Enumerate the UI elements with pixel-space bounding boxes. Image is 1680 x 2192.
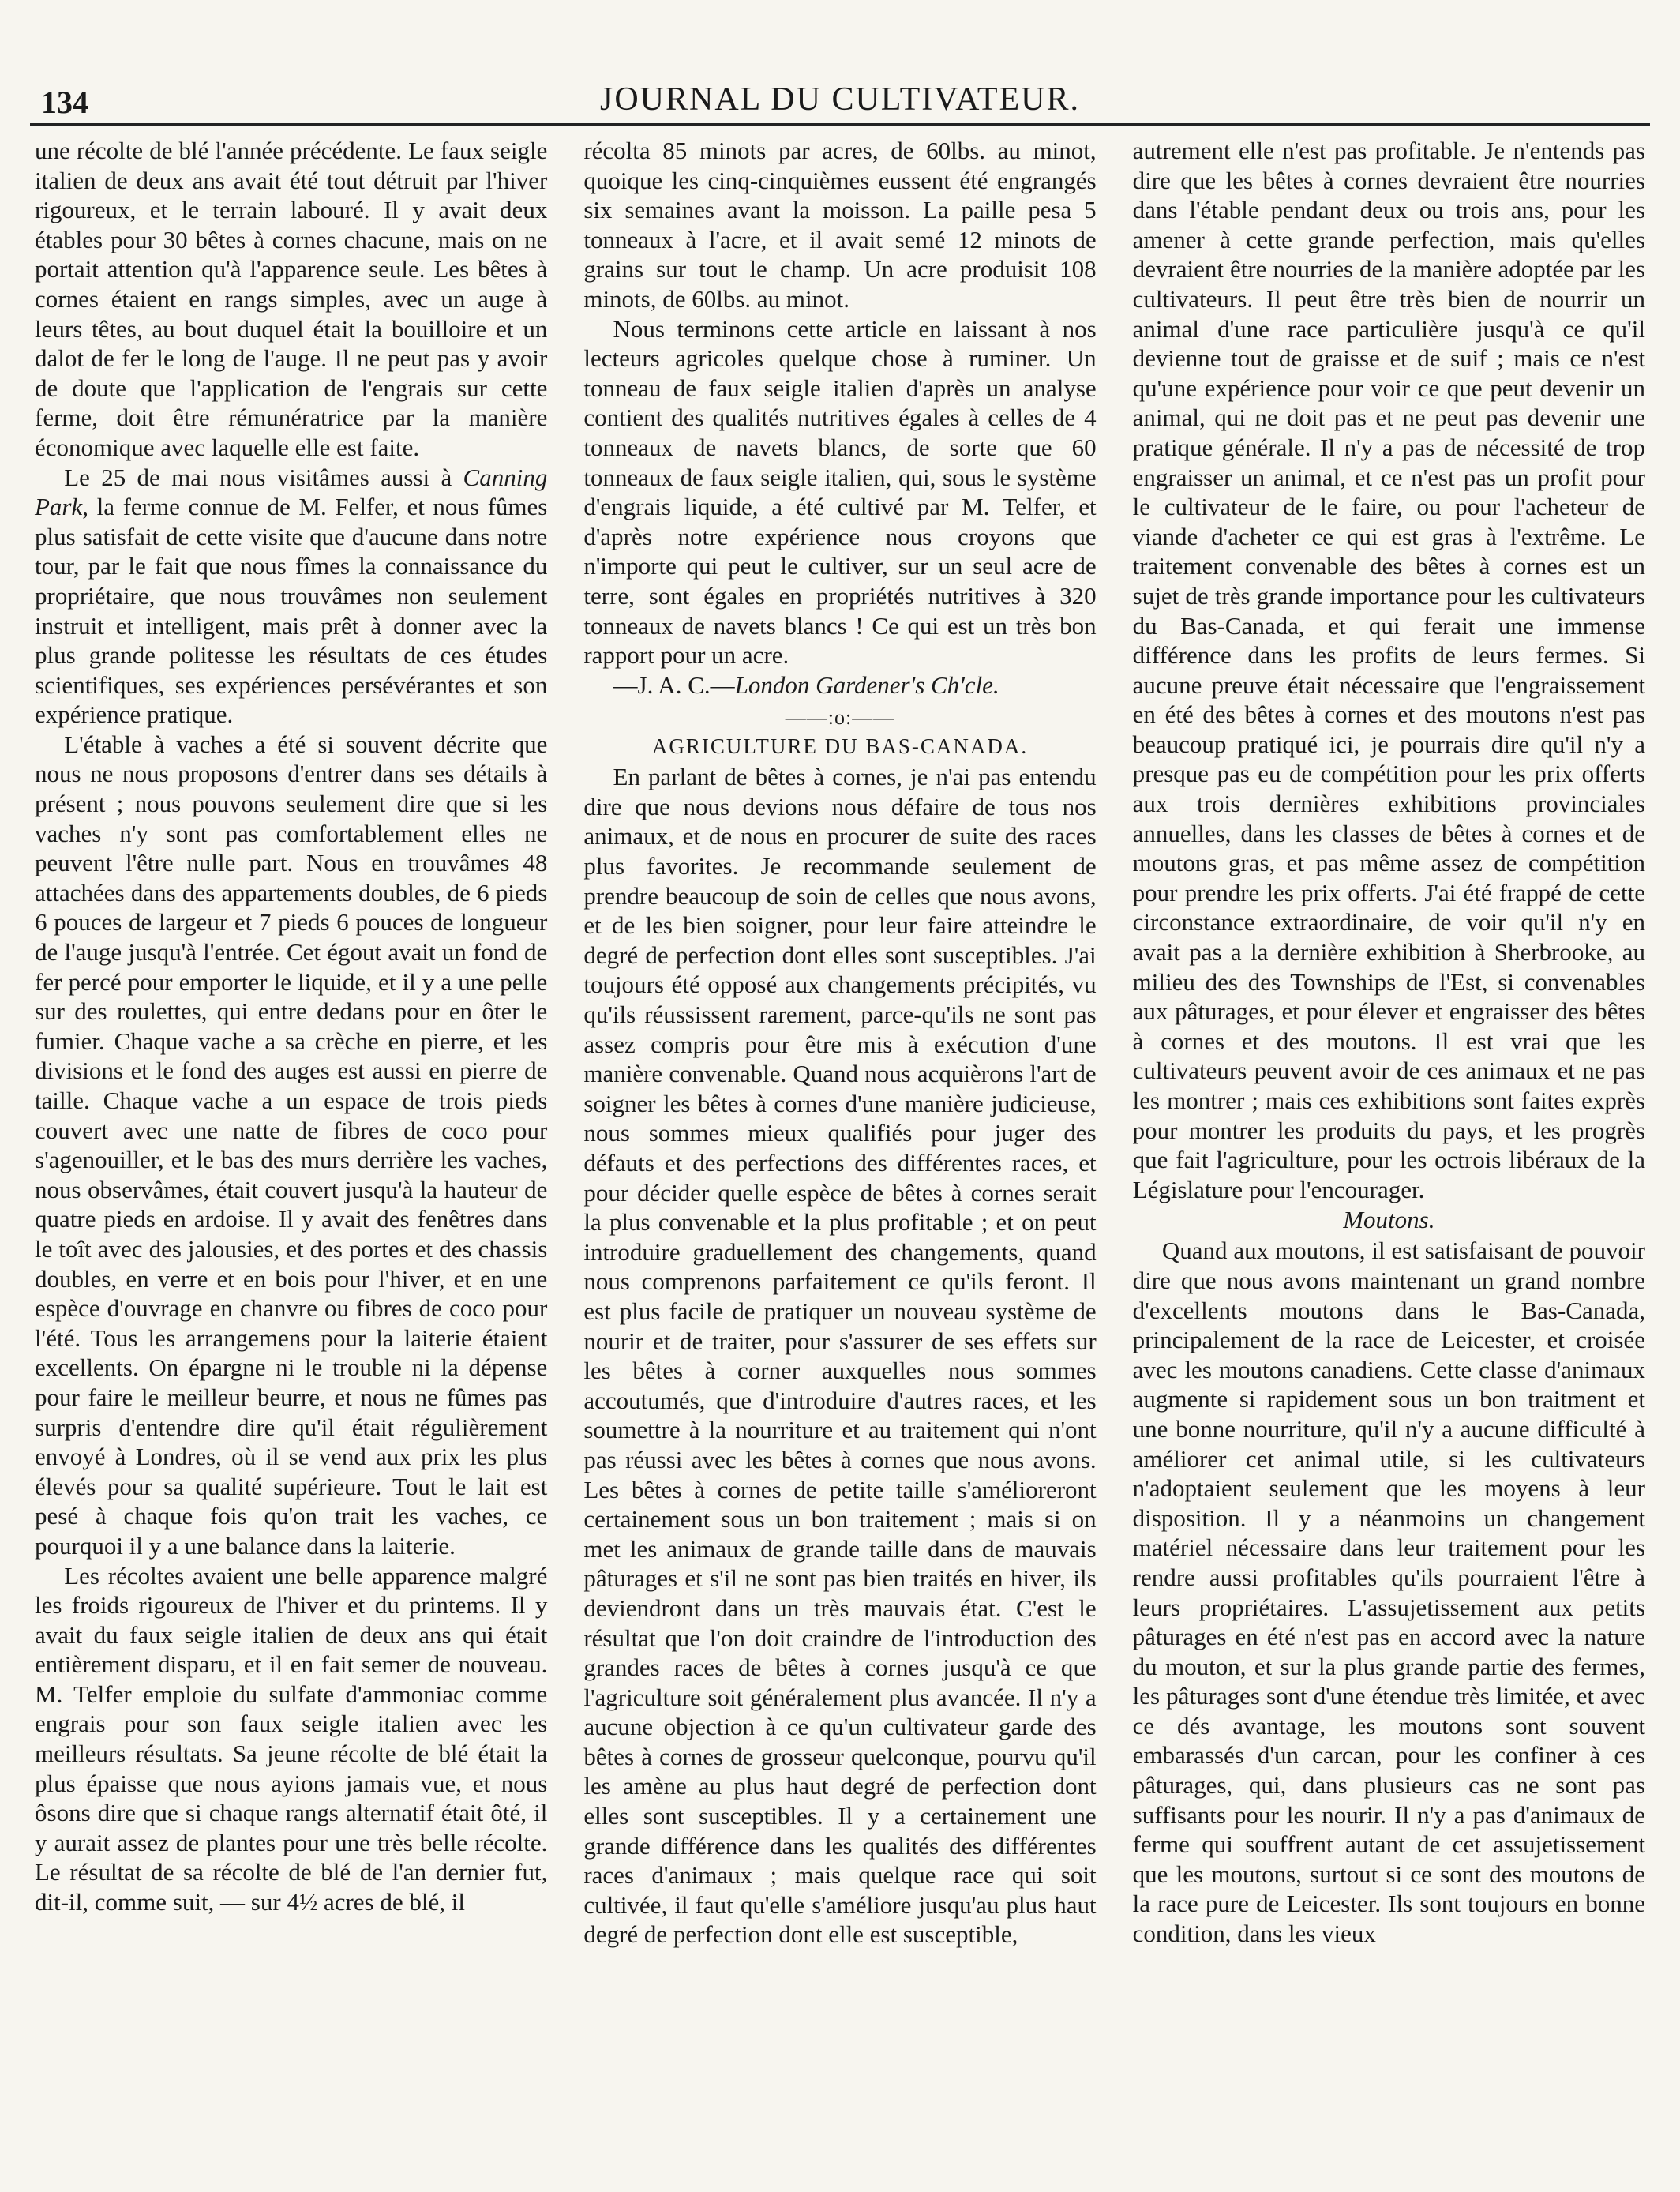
paragraph: une récolte de blé l'année précédente. Le faux seigle italien de deux ans avait été tout détruit par l'hiver rigoureux, et le terrain labouré. Il y avait deux étables pour 30 bêtes à cornes chacune, mais on ne portait attention qu'à l'apparence seule. Les bêtes à cornes étaient en rangs simples, avec un auge à leurs têtes, au bout duquel était la bouilloire et un dalot de fer le long de l'auge. Il ne peut pas y avoir de doute que l'application de l'engrais sur cette ferme, doit être rémunératrice par la manière économique avec laquelle elle est faite. xyxy=(35,137,548,461)
page-header xyxy=(30,73,1650,126)
section-separator: ——:o:—— xyxy=(785,706,895,730)
signature-source: London Gardener's Ch'cle. xyxy=(734,670,999,699)
column-1 xyxy=(30,136,552,2176)
paragraph: Les récoltes avaient une belle apparence malgré les froids rigoureux de l'hiver et du printems. Il y avait du faux seigle italien de deux ans qui était entièrement disparu, et il en fait semer de nouveau. M. Telfer emploie du sulfate d'ammoniac comme engrais pour son faux seigle italien avec les meilleurs résultats. Sa jeune récolte de blé était la plus épaisse que nous ayions jamais vue, et nous ôsons dire que si chaque rangs alternatif était ôté, il y aurait assez de plantes pour une très belle récolte. Le résultat de sa récolte de blé de l'an dernier fut, dit-il, comme suit, — sur 4½ acres de blé, il xyxy=(35,1561,548,1916)
running-title: JOURNAL DU CULTIVATEUR. xyxy=(600,81,1080,118)
article-columns xyxy=(30,136,1650,2176)
paragraph: récolta 85 minots par acres, de 60lbs. au minot, quoique les cinq-cinquièmes eussent été engrangés six semaines avant la moisson. La paille pesa 5 tonneaux à l'acre, et il avait semé 12 minots de grains sur tout le champ. Un acre produisit 108 minots, de 60lbs. au minot. xyxy=(583,137,1097,313)
section-heading: AGRICULTURE DU BAS-CANADA. xyxy=(651,734,1029,759)
paragraph xyxy=(35,463,547,730)
subheading: Moutons. xyxy=(1343,1206,1435,1234)
paragraph: Nous terminons cette article en laissant à nos lecteurs agricoles quelque chose à ruminer. Un tonneau de faux seigle italien d'après un analyse contient des qualités nutritives égales à celles de 4 tonneaux de navets blancs, de sorte que 60 tonneaux de faux seigle italien, qui, sous le système d'engrais liquide, a été cultivé par M. Telfer, et d'après notre expérience nous croyons que n'importe qui peut le cultiver, sur un seul acre de terre, sont égales en propriétés nutritives à 320 tonneaux de navets blancs ! Ce qui est un très bon rapport pour un acre. xyxy=(583,314,1097,670)
paragraph-text: , la ferme connue de M. Felfer, et nous fûmes plus satisfait de cette visite que d'aucune dans notre tour, par le fait que nous fîmes la connaissance du propriétaire, que nous trouvâmes non seulement instruit et intelligent, mais prêt à donner avec la plus grande politesse les résultats de ces études scientifiques, ses expériences persévérantes et son expérience pratique. xyxy=(35,493,548,729)
article-signature xyxy=(583,670,1096,700)
column-3 xyxy=(1128,136,1650,2176)
paragraph-text: Le 25 de mai nous visitâmes aussi à xyxy=(64,463,463,491)
paragraph: L'étable à vaches a été si souvent décrite que nous ne nous proposons d'entrer dans ses détails à présent ; nous pouvons seulement dire que si les vaches n'y sont pas comfortablement elles ne peuvent l'être nulle part. Nous en trouvâmes 48 attachées dans des appartements doubles, de 6 pieds 6 pouces de largeur et 7 pieds 6 pouces de longueur de l'auge jusqu'à l'entrée. Cet égout avait un fond de fer percé pour emporter le liquide, et il y a une pelle sur des roulettes, qui entre dedans pour en ôter le fumier. Chaque vache a sa crèche en pierre, et les divisions et le fond des auges est aussi en pierre de taille. Chaque vache a un espace de trois pieds couvert avec une natte de fibres de coco pour s'agenouiller, et le bas des murs derrière les vaches, nous observâmes, était couvert jusqu'à la hauteur de quatre pieds en ardoise. Il y avait des fenêtres dans le toît avec des jalousies, et des portes et des chassis doubles, en verre et en bois pour l'hiver, et en une espèce d'ouvrage en chanvre ou fibres de coco pour l'été. Tous les arrangemens pour la laiterie étaient excellents. On épargne ni le trouble ni la dépense pour faire le meilleur beurre, et nous ne fûmes pas surpris d'entendre dire qu'il était régulièrement envoyé à Londres, où il se vend aux prix les plus élevés pour sa qualité supérieure. Tout le lait est pesé à chaque fois qu'on trait les vaches, ce pourquoi il y a une balance dans la laiterie. xyxy=(35,730,548,1560)
page-number: 134 xyxy=(41,84,88,120)
place-name: Canning Park xyxy=(35,463,548,521)
paragraph: Quand aux moutons, il est satisfaisant de pouvoir dire que nous avons maintenant un grand nombre d'excellents moutons dans le Bas-Canada, principalement de la race de Leicester, et croisée avec les moutons canadiens. Cette classe d'animaux augmente si rapidement sous un bon traitment et une bonne nourriture, qu'il n'y a aucune difficulté à améliorer cet animal utile, si les cultivateurs n'adoptaient seulement que les moyens à leur disposition. Il y a néanmoins un changement matériel nécessaire dans leur traitement pour les rendre aussi profitables qu'ils pourraient l'être à leurs propriétaires. L'assujetissement aux petits pâturages en été n'est pas en accord avec la nature du mouton, et sur la plus grande partie des fermes, les pâturages sont d'une étendue très limitée, et avec ce dés avantage, les moutons sont souvent embarassés d'un carcan, pour les confiner à ces pâturages, qui, dans plusieurs cas ne sont pas suffisants pour les nourir. Il n'y a pas d'animaux de ferme qui souffrent autant de cet assujetissement que les moutons, surtout si ce sont des moutons de la race pure de Leicester. Ils sont toujours en bonne condition, dans les vieux xyxy=(1132,1237,1645,1948)
paragraph: En parlant de bêtes à cornes, je n'ai pas entendu dire que nous devions nous défaire de tous nos animaux, et de nous en procurer de suite des races plus favorites. Je recommande seulement de prendre beaucoup de soin de celles que nous avons, et de les bien soigner, pour leur faire atteindre le degré de perfection dont elles sont susceptibles. J'ai toujours été opposé aux changements précipités, vu qu'ils réussissent rarement, parce-qu'ils ne sont pas assez compris pour être mis à exécution d'une manière convenable. Quand nous acquièrons l'art de soigner les bêtes à cornes d'une manière judicieuse, nous sommes mieux qualifiés pour juger des défauts et des perfections des différentes races, et pour décider quelle espèce de bêtes à cornes serait la plus convenable et la plus profitable ; et on peut introduire graduellement des changements, quand nous comprenons parfaitement ce qu'ils feront. Il est plus facile de pratiquer un nouveau système de nourir et de traiter, pour s'assurer de ses effets sur les bêtes à corner auxquelles nous sommes accoutumés, que d'introduire d'autres races, et les soumettre à la nourriture et au traitement qui n'ont pas réussi avec les bêtes à cornes que nous avons. Les bêtes à cornes de petite taille s'amélioreront certainement sous un bon traitement ; mais si on met les animaux de grande taille dans de mauvais pâturages et s'il ne sont pas bien traités en hiver, ils deviendront dans un très mauvais état. C'est le résultat que l'on doit craindre de l'introduction des grandes races de bêtes à cornes jusqu'à ce que l'agriculture soit généralement plus avancée. Il n'y a aucune objection à ce qu'un cultivateur garde des bêtes à cornes de grosseur quelconque, pourvu qu'il les amène au plus haut degré de perfection dont elles sont susceptibles. Il y a certainement une grande différence dans les qualités des différentes races d'animaux ; mais quelque race qui soit cultivée, il faut qu'elle s'améliore jusqu'au plus haut degré de perfection dont elle est susceptible, xyxy=(583,763,1097,1949)
paragraph: autrement elle n'est pas profitable. Je n'entends pas dire que les bêtes à cornes devraient être nourries dans l'étable pendant deux ou trois ans, pour les amener à cette grande perfection, mais qu'elles devraient être nourries de la manière adoptée par les cultivateurs. Il peut être très bien de nourrir un animal d'une race particulière jusqu'à ce qu'il devienne tout de graisse et de suif ; mais ce n'est qu'une expérience pour voir ce que peut devenir un animal, qui ne doit pas et ne peut pas devenir une pratique générale. Il n'y a pas de nécessité de trop engraisser un animal, et ce n'est pas un profit pour le cultivateur de le faire, ou pour l'acheteur de viande d'acheter ce qui est gras à l'extrême. Le traitement convenable des bêtes à cornes est un sujet de très grande importance pour les cultivateurs du Bas-Canada, et qui ferait une immense différence dans les profits de leurs fermes. Si aucune preuve était nécessaire que l'engraissement en été des bêtes à cornes et des moutons n'est pas beaucoup pratiqué ici, je pourrais dire qu'il n'y a presque pas eu de compétition pour les prix offerts aux trois dernières exhibitions provinciales annuelles, dans les classes de bêtes à cornes et de moutons gras, et pas même assez de compétition pour prendre les prix offerts. J'ai été frappé de cette circonstance extraordinaire, de voir qu'il n'y en avait pas a la dernière exhibition à Sherbrooke, au milieu des des Townships de l'Est, si convenables aux pâturages, et pour élever et engraisser des bêtes à cornes et des moutons. Il est vrai que les cultivateurs peuvent avoir de ces animaux et ne pas les montrer ; mais ces exhibitions sont faites exprès pour montrer les produits du pays, et les progrès que fait l'agriculture, pour les octrois libéraux de la Législature pour l'encourager. xyxy=(1132,137,1645,1203)
signature-author: —J. A. C.— xyxy=(613,670,735,699)
column-2 xyxy=(579,136,1101,2176)
